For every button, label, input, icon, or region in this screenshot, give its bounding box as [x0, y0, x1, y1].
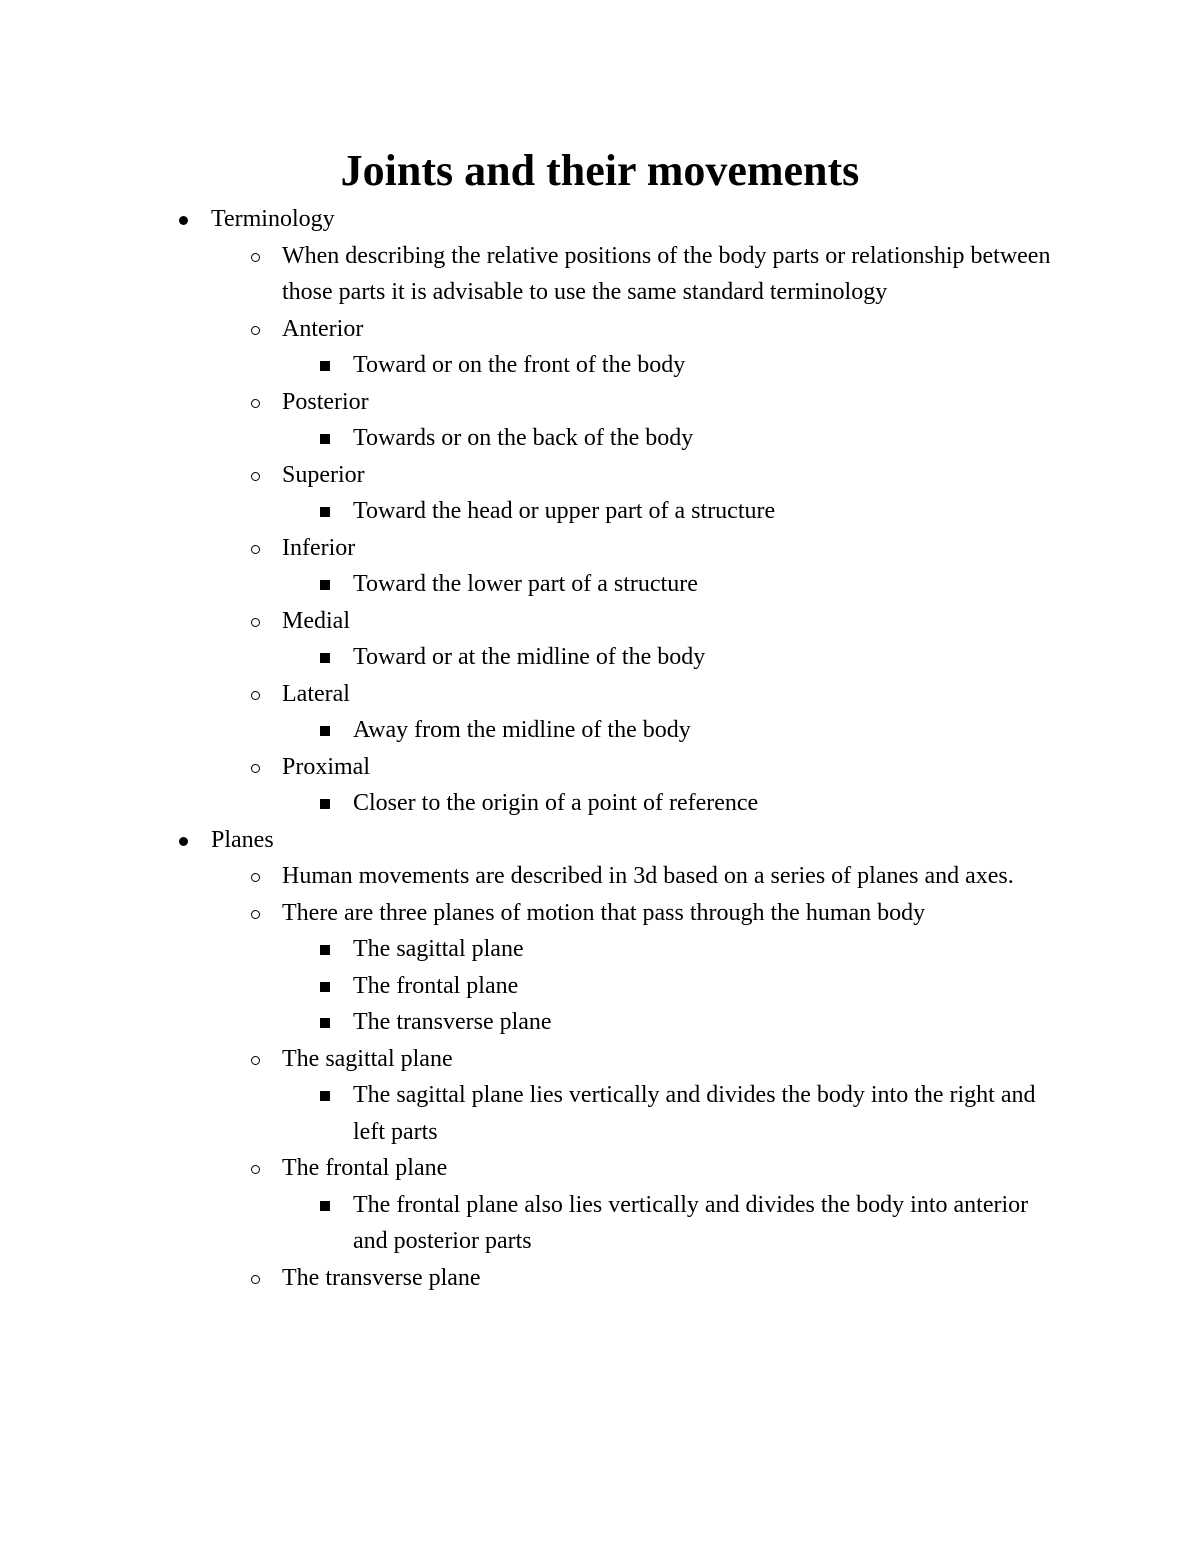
list-item-row: [0, 1260, 1062, 1297]
filled-square-bullet-icon: [320, 799, 330, 809]
list-item-level-2: [0, 895, 1200, 932]
list-item-row: [0, 1004, 1053, 1041]
list-item-text: Planes: [211, 826, 274, 853]
list-item-text: Proximal: [282, 753, 370, 780]
list-item-text: Superior: [282, 461, 365, 488]
filled-square-bullet-icon: [320, 945, 330, 955]
list-item-row: [0, 384, 1062, 421]
list-item-row: [0, 639, 1053, 676]
list-item-text: There are three planes of motion that pass through the human body: [282, 899, 926, 926]
list-item-row: [0, 968, 1053, 1005]
list-item-text: Medial: [282, 607, 350, 634]
list-item-level-3: [0, 931, 1200, 968]
list-item-level-3: [0, 968, 1200, 1005]
list-item-row: [0, 858, 1062, 895]
list-item-row: [0, 712, 1053, 749]
list-item-level-3: [0, 712, 1200, 749]
list-item-level-3: [0, 493, 1200, 530]
hollow-circle-bullet-icon: [251, 618, 260, 627]
list-item-level-3: [0, 1187, 1200, 1260]
list-item-row: [0, 1077, 1053, 1150]
list-item-level-2: [0, 676, 1200, 713]
list-item-text: The frontal plane also lies vertically and divides the body into anterior and posterior parts: [353, 1191, 1029, 1254]
filled-square-bullet-icon: [320, 653, 330, 663]
list-item-text: The sagittal plane: [353, 936, 524, 962]
list-item-text: Human movements are described in 3d based on a series of planes and axes.: [282, 863, 1014, 889]
list-item-level-2: [0, 1150, 1200, 1187]
filled-disc-bullet-icon: [179, 837, 188, 846]
list-item-level-2: [0, 457, 1200, 494]
list-item-level-2: [0, 1260, 1200, 1297]
list-item-level-2: [0, 603, 1200, 640]
list-item-text: The sagittal plane: [282, 1045, 453, 1072]
hollow-circle-bullet-icon: [251, 1056, 260, 1065]
list-item-row: [0, 238, 1062, 311]
hollow-circle-bullet-icon: [251, 1275, 260, 1284]
list-item-level-3: [0, 785, 1200, 822]
hollow-circle-bullet-icon: [251, 764, 260, 773]
document-title: Joints and their movements: [340, 146, 860, 195]
list-item-level-2: [0, 1041, 1200, 1078]
list-item-row: [0, 785, 1053, 822]
hollow-circle-bullet-icon: [251, 873, 260, 882]
filled-square-bullet-icon: [320, 726, 330, 736]
outline-list: [0, 201, 1200, 1296]
list-item-text: Away from the midline of the body: [353, 717, 691, 743]
list-item-level-3: [0, 347, 1200, 384]
list-item-text: The sagittal plane lies vertically and divides the body into the right and left parts: [353, 1082, 1036, 1145]
list-item-level-2: [0, 238, 1200, 311]
hollow-circle-bullet-icon: [251, 326, 260, 335]
list-item-level-2: [0, 858, 1200, 895]
list-item-text: Toward the lower part of a structure: [353, 571, 698, 597]
filled-square-bullet-icon: [320, 361, 330, 371]
list-item-row: [0, 1150, 1062, 1187]
list-item-text: When describing the relative positions of the body parts or relationship between those parts it is advisable to use the same standard terminology: [282, 242, 1051, 305]
list-item-row: [0, 822, 1061, 859]
list-item-row: [0, 1187, 1053, 1260]
list-item-text: Closer to the origin of a point of reference: [353, 790, 759, 816]
list-item-row: [0, 749, 1062, 786]
list-item-text: Inferior: [282, 534, 356, 561]
list-item-row: [0, 1041, 1062, 1078]
list-item-row: [0, 420, 1053, 457]
filled-square-bullet-icon: [320, 1018, 330, 1028]
hollow-circle-bullet-icon: [251, 472, 260, 481]
hollow-circle-bullet-icon: [251, 253, 260, 262]
list-item-level-3: [0, 1004, 1200, 1041]
list-item-row: [0, 347, 1053, 384]
list-item-text: Posterior: [282, 388, 369, 415]
list-item-level-3: [0, 420, 1200, 457]
filled-square-bullet-icon: [320, 1091, 330, 1101]
filled-square-bullet-icon: [320, 580, 330, 590]
list-item-row: [0, 201, 1061, 238]
hollow-circle-bullet-icon: [251, 910, 260, 919]
list-item-level-3: [0, 1077, 1200, 1150]
list-item-text: Towards or on the back of the body: [353, 425, 694, 451]
list-item-row: [0, 311, 1062, 348]
list-item-row: [0, 931, 1053, 968]
list-item-level-3: [0, 639, 1200, 676]
hollow-circle-bullet-icon: [251, 1165, 260, 1174]
hollow-circle-bullet-icon: [251, 691, 260, 700]
list-item-row: [0, 530, 1062, 567]
list-item-text: The frontal plane: [282, 1155, 448, 1181]
list-item-row: [0, 603, 1062, 640]
list-item-row: [0, 457, 1062, 494]
section-terminology: [0, 201, 1200, 238]
list-item-text: Toward or on the front of the body: [353, 352, 686, 378]
list-item-text: Terminology: [211, 206, 335, 232]
list-item-row: [0, 895, 1062, 932]
list-item-text: Lateral: [282, 680, 350, 707]
list-item-level-2: [0, 311, 1200, 348]
list-item-row: [0, 493, 1053, 530]
filled-square-bullet-icon: [320, 982, 330, 992]
list-item-level-2: [0, 530, 1200, 567]
filled-disc-bullet-icon: [179, 216, 188, 225]
list-item-level-2: [0, 749, 1200, 786]
list-item-text: The frontal plane: [353, 972, 519, 999]
filled-square-bullet-icon: [320, 1201, 330, 1211]
list-item-level-3: [0, 566, 1200, 603]
list-item-row: [0, 566, 1053, 603]
hollow-circle-bullet-icon: [251, 545, 260, 554]
hollow-circle-bullet-icon: [251, 399, 260, 408]
list-item-level-2: [0, 384, 1200, 421]
list-item-text: Anterior: [282, 315, 364, 342]
list-item-row: [0, 676, 1062, 713]
list-item-text: Toward or at the midline of the body: [353, 644, 706, 670]
list-item-text: The transverse plane: [282, 1264, 481, 1291]
section-planes: [0, 822, 1200, 859]
filled-square-bullet-icon: [320, 434, 330, 444]
list-item-text: The transverse plane: [353, 1009, 552, 1035]
list-item-text: Toward the head or upper part of a structure: [353, 498, 776, 524]
filled-square-bullet-icon: [320, 507, 330, 517]
